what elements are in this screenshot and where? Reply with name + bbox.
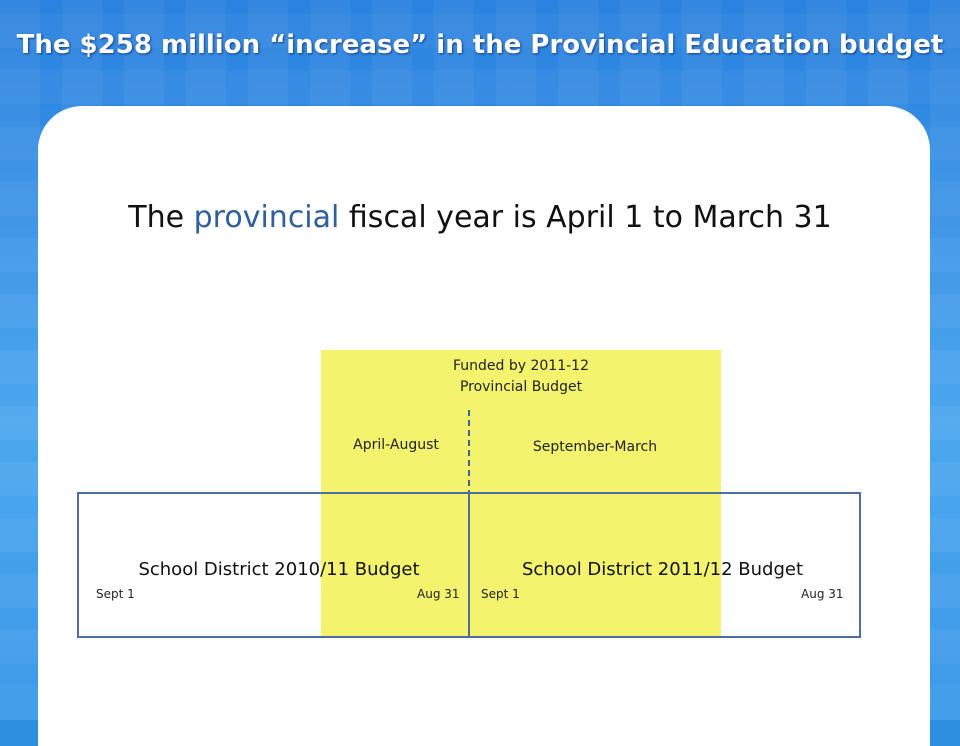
budget-2010-11-start: Sept 1 xyxy=(96,587,135,601)
period-april-august: April-August xyxy=(353,437,439,453)
subtitle-prefix: The xyxy=(128,200,194,235)
budget-2011-12-start: Sept 1 xyxy=(481,587,520,601)
budget-2011-12-end: Aug 31 xyxy=(801,587,844,601)
subtitle-suffix: fiscal year is April 1 to March 31 xyxy=(339,200,832,235)
funding-label xyxy=(321,356,721,398)
slide-title: The $258 million “increase” in the Provincial Education budget xyxy=(16,30,944,60)
period-september-march: September-March xyxy=(532,439,658,455)
subtitle-highlight: provincial xyxy=(193,200,340,235)
funding-label-line1: Funded by 2011-12 xyxy=(453,358,589,374)
budget-2010-11-end: Aug 31 xyxy=(417,587,460,601)
subtitle xyxy=(0,200,960,235)
period-divider-dashed xyxy=(468,410,470,496)
funding-label-line2: Provincial Budget xyxy=(459,379,583,395)
budget-2010-11-label: School District 2010/11 Budget xyxy=(138,559,420,580)
budget-2011-12-label: School District 2011/12 Budget xyxy=(521,559,804,580)
